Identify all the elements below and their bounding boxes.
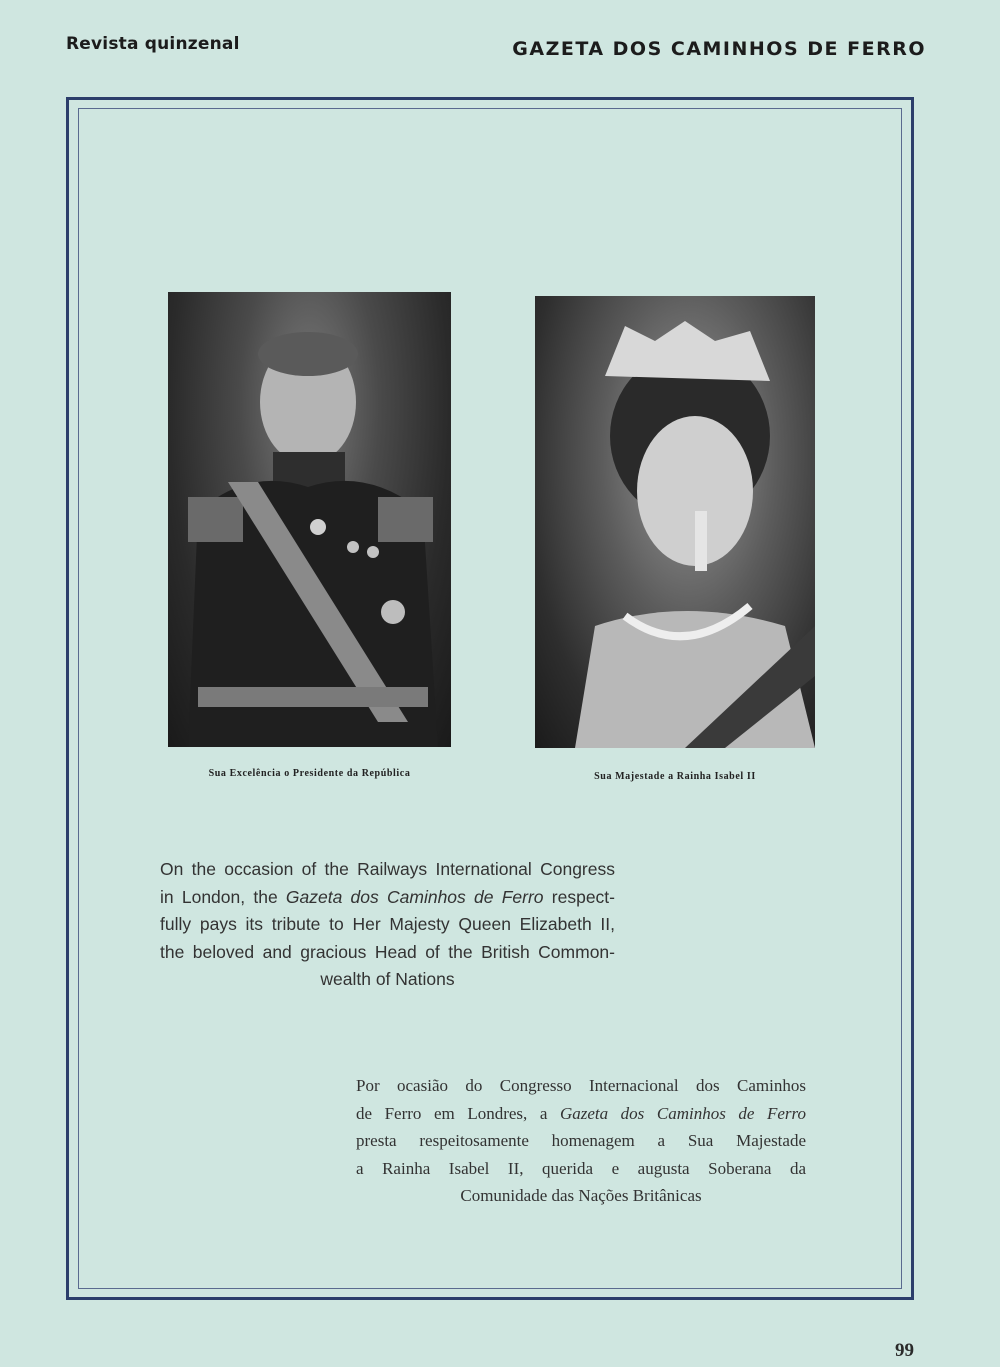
portuguese-line-4: a Rainha Isabel II, querida e augusta Soberana da	[356, 1158, 806, 1178]
portuguese-line-5: Comunidade das Nações Britânicas	[460, 1186, 702, 1205]
queen-caption: Sua Majestade a Rainha Isabel II	[594, 771, 756, 782]
english-line-2: in London, the Gazeta dos Caminhos de Ferro respect-	[160, 886, 615, 907]
english-line-1: On the occasion of the Railways International Congress	[160, 859, 615, 879]
english-line-4: the beloved and gracious Head of the British Common-	[160, 941, 615, 962]
publication-title: GAZETA DOS CAMINHOS DE FERRO	[512, 38, 926, 60]
portuguese-tribute-paragraph	[356, 1072, 806, 1210]
english-tribute-paragraph	[160, 856, 615, 994]
english-line-5: wealth of Nations	[320, 969, 455, 989]
english-line-3: fully pays its tribute to Her Majesty Queen Elizabeth II,	[160, 914, 615, 934]
president-caption: Sua Excelência o Presidente da República	[208, 768, 411, 779]
portuguese-line-1: Por ocasião do Congresso Internacional dos Caminhos	[356, 1076, 806, 1095]
portuguese-line-2: de Ferro em Londres, a Gazeta dos Caminhos de Ferro	[356, 1103, 807, 1123]
page-number: 99	[895, 1340, 914, 1361]
publication-frequency: Revista quinzenal	[66, 34, 240, 54]
queen-portrait	[535, 296, 815, 748]
president-portrait	[168, 292, 451, 747]
publication-name-italic: Gazeta dos Caminhos de Ferro	[285, 886, 544, 907]
portuguese-line-3: presta respeitosamente homenagem a Sua Majestade	[356, 1131, 806, 1150]
publication-name-italic: Gazeta dos Caminhos de Ferro	[559, 1103, 807, 1123]
